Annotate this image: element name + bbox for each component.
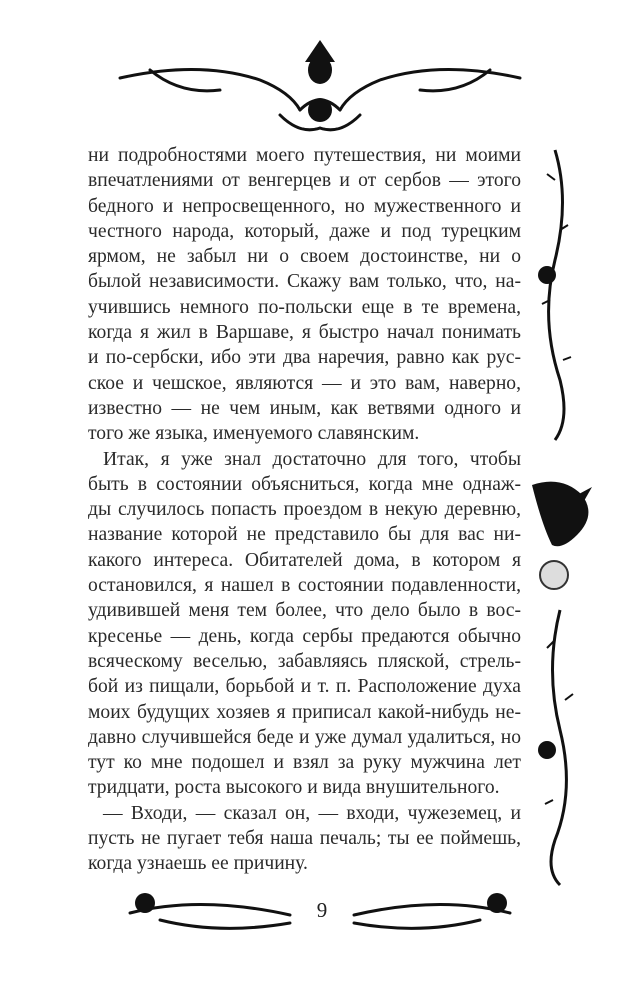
text-line: учившись немного по-польски еще в те времена, xyxy=(88,296,521,318)
page-number: 9 xyxy=(316,898,328,922)
top-thistle-ornament xyxy=(0,0,644,150)
text-line: того же языка, именуемого славянским. xyxy=(88,423,420,445)
text-line: бедного и непросвещенного, но мужественного и xyxy=(88,195,521,217)
text-line: ни подробностями моего путешествия, ни моими xyxy=(88,145,521,166)
text-line: тридцати, роста высокого и вида внушительного. xyxy=(88,777,500,799)
text-line: остановился, я нашел в состоянии подавленности, xyxy=(88,575,521,597)
text-line: когда узнаешь ее причину. xyxy=(88,853,308,875)
text-line: удивившей меня тем более, что дело было в вос- xyxy=(88,600,521,622)
text-line: былой независимости. Скажу вам только, что, на- xyxy=(88,271,521,293)
text-line: моих будущих хозяев я приписал какой-нибудь не- xyxy=(88,701,521,723)
text-line: честного народа, который, даже и под турецким xyxy=(88,220,521,242)
text-line: название которой не представило бы для вас ни- xyxy=(88,524,521,546)
text-line: ское и чешское, являются — и это вам, наверно, xyxy=(88,372,521,394)
text-line: — Входи, — сказал он, — входи, чужеземец, и xyxy=(103,802,521,824)
paragraph-3 xyxy=(88,801,521,877)
text-line: тут ко мне подошел и взял за руку мужчина лет xyxy=(88,752,521,774)
right-vine-ornament-lower xyxy=(525,600,595,890)
text-line: ды случилось попасть проездом в некую деревню, xyxy=(88,499,521,521)
text-line: ярмом, не забыл ни о своем достоинстве, ни о xyxy=(88,246,521,268)
text-line: впечатлениями от венгерцев и от сербов — этого xyxy=(88,170,521,192)
text-line: давно случившейся беде и уже думал удалиться, но xyxy=(88,726,521,748)
text-line: всяческому веселью, забавляясь пляской, стрель- xyxy=(88,650,521,672)
body-text xyxy=(88,143,521,877)
text-line: и по-сербски, ибо эти два наречия, равно как рус- xyxy=(88,347,521,369)
text-line: кресенье — день, когда сербы предаются обычно xyxy=(88,625,521,647)
raven-on-orb-illustration xyxy=(522,465,602,605)
text-line: Итак, я уже знал достаточно для того, чтобы xyxy=(103,448,521,470)
text-line: быть в состоянии объясниться, когда мне однаж- xyxy=(88,473,521,495)
paragraph-2 xyxy=(88,447,521,801)
text-line: пусть не пугает тебя наша печаль; ты ее поймешь, xyxy=(88,828,521,850)
text-line: бой из пищали, борьбой и т. п. Расположение духа xyxy=(88,676,521,698)
text-line: какого интереса. Обитателей дома, в котором я xyxy=(88,549,521,571)
right-vine-ornament-upper xyxy=(525,140,595,450)
text-line: когда я жил в Варшаве, я быстро начал понимать xyxy=(88,322,521,344)
paragraph-1 xyxy=(88,143,521,447)
text-line: известно — не чем иным, как ветвями одного и xyxy=(88,397,521,419)
